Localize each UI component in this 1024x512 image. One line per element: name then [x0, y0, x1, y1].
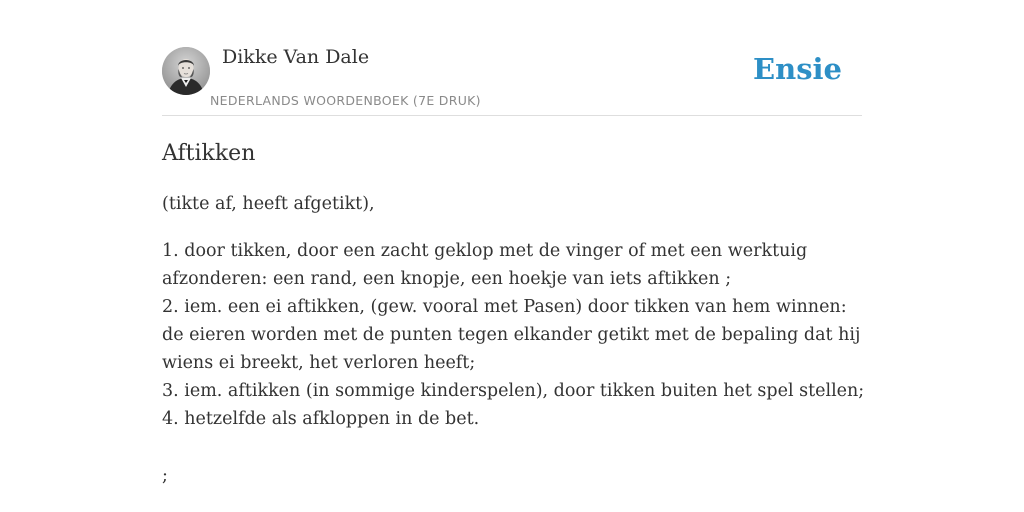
ensie-logo[interactable]: Ensie — [753, 52, 842, 86]
entry-title: Aftikken — [162, 141, 256, 166]
source-label[interactable]: NEDERLANDS WOORDENBOEK (7E DRUK) — [210, 93, 481, 108]
definition-item: 1. door tikken, door een zacht geklop met de vinger of met een werktuig afzonderen: een rand, een knopje, een hoekje van iets aftikken ; — [162, 241, 808, 289]
entry-content — [162, 138, 866, 490]
portrait-photo-icon — [162, 47, 210, 95]
entry-forms: (tikte af, heeft afgetikt), — [162, 194, 375, 214]
author-avatar[interactable] — [162, 47, 210, 95]
entry-trailing-text: ; — [162, 466, 168, 486]
definition-item: 2. iem. een ei aftikken, (gew. vooral met Pasen) door tikken van hem winnen: de eieren worden met de punten tegen elkander getikt met de bepaling dat hij wiens ei breekt, het verloren heeft; — [162, 297, 861, 373]
author-name[interactable]: Dikke Van Dale — [222, 46, 370, 68]
definition-item: 3. iem. aftikken (in sommige kinderspelen), door tikken buiten het spel stellen; — [162, 381, 865, 401]
entry-header — [162, 0, 862, 116]
definition-item: 4. hetzelfde als afkloppen in de bet. — [162, 409, 480, 429]
definition-list — [162, 237, 866, 433]
